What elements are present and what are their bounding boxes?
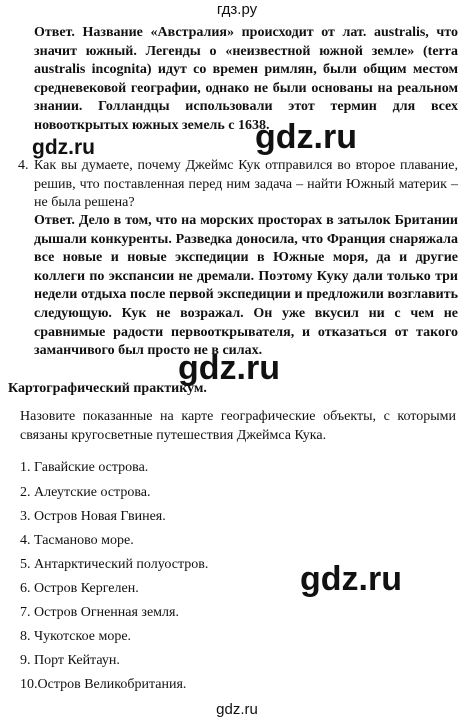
- list-item: 8. Чукотское море.: [20, 629, 132, 644]
- watermark-logo-1: gdz.ru: [255, 118, 357, 156]
- practicum-intro: Назовите показанные на карте географические объекты, с которыми связаны кругосветные путешествия Джеймса Кука.: [20, 409, 456, 443]
- answer-1: Ответ. Название «Австралия» происходит от лат. australis, что значит южный. Легенды о «неизвестной южной земле» (terra australis incognita) идут со времен римлян, были общим местом средневековой географии, однако не были основаны на реальном знании. Голландцы использовали этот термин для всех новооткрытых южных земель с 1638.: [34, 25, 458, 133]
- watermark-logo-small: gdz.ru: [32, 136, 95, 159]
- list-item: 7. Остров Огненная земля.: [20, 605, 179, 620]
- list-item: 3. Остров Новая Гвинея.: [20, 509, 166, 524]
- list-item: 2. Алеутские острова.: [20, 485, 151, 500]
- question-4-text: Как вы думаете, почему Джеймс Кук отправился во второе плавание, решив, что поставленная перед ним задача – найти Южный материк – не была решена?: [34, 158, 458, 211]
- list-item: 1. Гавайские острова.: [20, 460, 149, 475]
- question-number: 4.: [18, 158, 29, 173]
- watermark-logo-2: gdz.ru: [178, 349, 280, 387]
- list-item: 6. Остров Кергелен.: [20, 581, 139, 596]
- practicum-title: Картографический практикум.: [8, 381, 207, 396]
- answer-2: Ответ. Дело в том, что на морских просторах в затылок Британии дышали конкуренты. Разведка доносила, что Франция снаряжала все новые и новые экспедиции в Южные моря, да и другие коллеги по экспансии не дремали. Поэтому Куку дали только три недели отдыха после первой экспедиции и предложили возглавить следующую. Кук не возражал. Он уже вкусил ни с чем не сравнимые радости первооткрывателя, и отказаться от такого заманчивого был просто не в силах.: [34, 213, 458, 359]
- site-header: гдз.ру: [216, 1, 258, 18]
- list-item: 9. Порт Кейтаун.: [20, 653, 120, 668]
- list-item: 4. Тасманово море.: [20, 533, 134, 548]
- list-item: 5. Антарктический полуостров.: [20, 557, 209, 572]
- list-item: 10.Остров Великобритания.: [20, 677, 187, 692]
- watermark-logo-3: gdz.ru: [300, 560, 402, 598]
- site-footer: gdz.ru: [216, 701, 258, 718]
